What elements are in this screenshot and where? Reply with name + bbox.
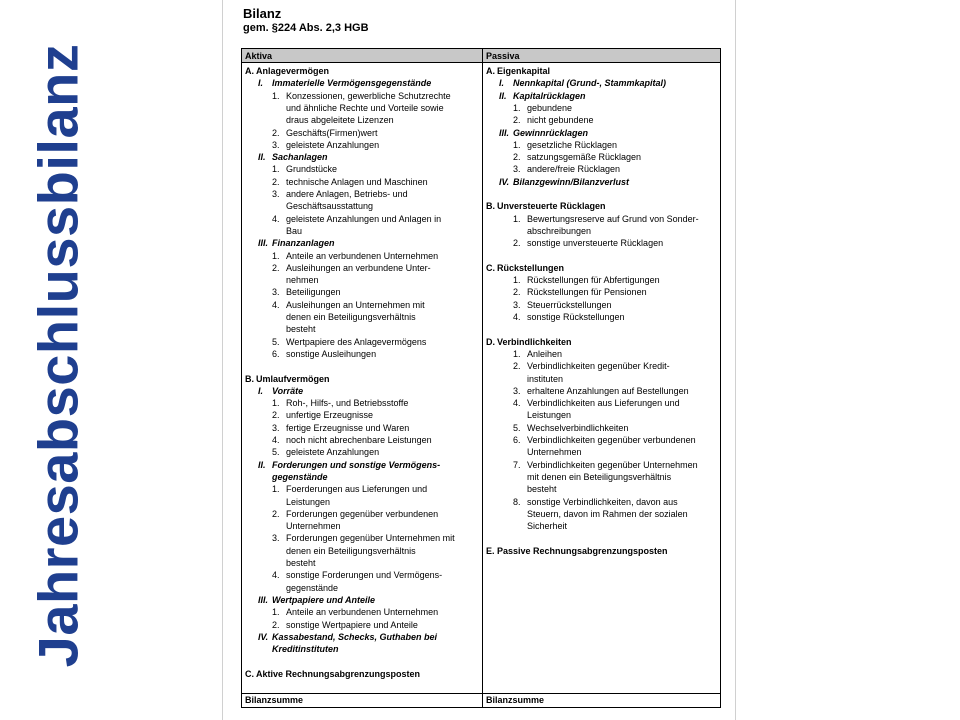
line-text: Konzessionen, gewerbliche Schutzrechte bbox=[286, 90, 451, 101]
line-text: Geschäfts(Firmen)wert bbox=[286, 127, 378, 138]
line-text: Anteile an verbundenen Unternehmen bbox=[286, 250, 439, 261]
line-text: unfertige Erzeugnisse bbox=[286, 410, 374, 421]
line-text: sonstige Ausleihungen bbox=[286, 348, 377, 359]
line-text: Ausleihungen an Unternehmen mit bbox=[286, 299, 425, 310]
line-marker: 1. bbox=[272, 607, 280, 618]
line-marker: 2. bbox=[272, 508, 280, 519]
aktiva-header: Aktiva bbox=[242, 49, 482, 63]
passiva-header: Passiva bbox=[483, 49, 720, 63]
line-text: andere/freie Rücklagen bbox=[527, 164, 621, 175]
line-marker: 3. bbox=[272, 422, 280, 433]
line-text: und ähnliche Rechte und Vorteile sowie bbox=[286, 102, 444, 113]
line-marker: II. bbox=[499, 90, 507, 101]
line-text: Sachanlagen bbox=[272, 152, 328, 163]
balance-table bbox=[241, 48, 721, 708]
document-subtitle: gem. §224 Abs. 2,3 HGB bbox=[243, 22, 369, 34]
line-marker: 5. bbox=[272, 447, 280, 458]
document-title: Bilanz bbox=[243, 6, 282, 21]
line-text: sonstige Wertpapiere und Anteile bbox=[286, 619, 418, 630]
line-text: Bewertungsreserve auf Grund von Sonder- bbox=[527, 213, 699, 224]
line-text: Forderungen und sonstige Vermögens- bbox=[272, 459, 441, 470]
line-marker: 5. bbox=[272, 336, 280, 347]
line-text: denen ein Beteiligungsverhältnis bbox=[286, 545, 416, 556]
line-text: Umlaufvermögen bbox=[256, 373, 330, 384]
line-text: Steuerrückstellungen bbox=[527, 299, 612, 310]
line-text: Wertpapiere und Anteile bbox=[272, 594, 376, 605]
line-text: nicht gebundene bbox=[527, 115, 594, 126]
line-text: Anleihen bbox=[527, 348, 563, 359]
line-text: Wertpapiere des Anlagevermögens bbox=[286, 336, 427, 347]
line-text: Geschäftsausstattung bbox=[286, 201, 374, 212]
balance-sheet-document bbox=[222, 0, 736, 720]
line-marker: 3. bbox=[513, 164, 521, 175]
line-marker: A. bbox=[245, 66, 254, 76]
line-text: besteht bbox=[286, 558, 316, 568]
line-marker: D. bbox=[486, 336, 495, 347]
line-text: gegenstände bbox=[286, 582, 339, 593]
line-text: Bilanzgewinn/Bilanzverlust bbox=[513, 176, 630, 187]
line-text: instituten bbox=[527, 373, 564, 384]
line-text: Unternehmen bbox=[286, 521, 341, 532]
line-marker: 2. bbox=[513, 115, 521, 126]
line-marker: 2. bbox=[513, 287, 521, 298]
passiva-column bbox=[483, 49, 720, 707]
line-marker: 1. bbox=[272, 90, 280, 101]
line-text: Rückstellungen für Abfertigungen bbox=[527, 275, 660, 286]
line-text: Verbindlichkeiten gegenüber Unternehmen bbox=[527, 459, 698, 470]
line-marker: C. bbox=[486, 262, 495, 273]
line-text: nehmen bbox=[286, 275, 319, 286]
line-marker: 1. bbox=[513, 213, 521, 224]
line-text: Forderungen gegenüber Unternehmen mit bbox=[286, 533, 455, 544]
line-text: gebundene bbox=[527, 102, 573, 113]
line-marker: 4. bbox=[513, 312, 521, 322]
line-marker: 2. bbox=[272, 127, 280, 138]
line-text: fertige Erzeugnisse und Waren bbox=[286, 422, 410, 433]
line-marker: 4. bbox=[272, 435, 280, 445]
line-marker: I. bbox=[258, 78, 264, 89]
line-marker: 1. bbox=[513, 348, 521, 359]
line-text: Sicherheit bbox=[527, 521, 568, 532]
line-marker: B. bbox=[245, 373, 254, 384]
line-marker: 3. bbox=[513, 385, 521, 396]
line-text: Foerderungen aus Lieferungen und bbox=[286, 484, 428, 495]
line-marker: III. bbox=[499, 127, 510, 138]
line-marker: 2. bbox=[513, 361, 521, 372]
line-text: Finanzanlagen bbox=[272, 238, 335, 249]
line-marker: 7. bbox=[513, 459, 521, 470]
line-marker: 4. bbox=[272, 299, 280, 310]
line-text: sonstige unversteuerte Rücklagen bbox=[527, 238, 664, 249]
line-text: geleistete Anzahlungen bbox=[286, 139, 380, 150]
line-text: gegenstände bbox=[272, 471, 328, 482]
line-text: Verbindlichkeiten gegenüber verbundenen bbox=[527, 435, 696, 445]
line-text: Steuern, davon im Rahmen der sozialen bbox=[527, 508, 688, 519]
line-marker: 1. bbox=[272, 484, 280, 495]
line-marker: 3. bbox=[272, 139, 280, 150]
line-marker: 4. bbox=[272, 213, 280, 224]
line-marker: 3. bbox=[272, 287, 280, 298]
line-text: Unternehmen bbox=[527, 447, 582, 458]
passiva-total-label: Bilanzsumme bbox=[483, 693, 720, 707]
line-text: Forderungen gegenüber verbundenen bbox=[286, 508, 439, 519]
line-marker: II. bbox=[258, 152, 266, 163]
line-marker: 4. bbox=[272, 570, 280, 581]
line-text: Roh-, Hilfs-, und Betriebsstoffe bbox=[286, 398, 409, 409]
line-text: Passive Rechnungsabgrenzungsposten bbox=[497, 545, 668, 556]
line-text: Gewinnrücklagen bbox=[513, 127, 589, 138]
line-text: noch nicht abrechenbare Leistungen bbox=[286, 435, 432, 445]
line-marker: B. bbox=[486, 201, 495, 212]
line-text: Beteiligungen bbox=[286, 287, 341, 298]
line-text: abschreibungen bbox=[527, 225, 592, 236]
line-marker: 1. bbox=[272, 398, 280, 409]
line-marker: 2. bbox=[272, 262, 280, 273]
line-marker: 1. bbox=[272, 250, 280, 261]
side-title-text: Jahresabschlussbilanz bbox=[26, 43, 90, 667]
line-text: gesetzliche Rücklagen bbox=[527, 139, 618, 150]
line-text: Rückstellungen für Pensionen bbox=[527, 287, 647, 298]
line-text: geleistete Anzahlungen und Anlagen in bbox=[286, 213, 442, 224]
line-text: sonstige Verbindlichkeiten, davon aus bbox=[527, 496, 678, 507]
line-marker: 8. bbox=[513, 496, 521, 507]
line-text: Kreditinstituten bbox=[272, 644, 339, 655]
line-marker: 6. bbox=[272, 348, 280, 359]
line-text: geleistete Anzahlungen bbox=[286, 447, 380, 458]
line-text: erhaltene Anzahlungen auf Bestellungen bbox=[527, 385, 689, 396]
line-marker: II. bbox=[258, 459, 266, 470]
line-text: Eigenkapital bbox=[497, 66, 551, 76]
line-marker: 6. bbox=[513, 435, 521, 445]
line-text: Kassabestand, Schecks, Guthaben bei bbox=[272, 631, 438, 642]
line-marker: C. bbox=[245, 668, 254, 679]
line-text: Wechselverbindlichkeiten bbox=[527, 422, 629, 433]
line-marker: III. bbox=[258, 238, 269, 249]
line-text: Verbindlichkeiten gegenüber Kredit- bbox=[527, 361, 670, 372]
line-text: Immaterielle Vermögensgegenstände bbox=[272, 78, 432, 89]
line-text: sonstige Rückstellungen bbox=[527, 312, 625, 322]
line-text: Verbindlichkeiten bbox=[497, 336, 572, 347]
line-marker: I. bbox=[499, 78, 505, 89]
line-text: Rückstellungen bbox=[497, 262, 565, 273]
line-marker: 2. bbox=[272, 176, 280, 187]
line-text: mit denen ein Beteiligungsverhältnis bbox=[527, 471, 672, 482]
line-text: Bau bbox=[286, 225, 303, 236]
line-text: sonstige Forderungen und Vermögens- bbox=[286, 570, 443, 581]
line-marker: A. bbox=[486, 66, 495, 76]
line-marker: 5. bbox=[513, 422, 521, 433]
line-text: Unversteuerte Rücklagen bbox=[497, 201, 606, 212]
line-marker: IV. bbox=[499, 176, 510, 187]
line-text: technische Anlagen und Maschinen bbox=[286, 176, 428, 187]
line-marker: III. bbox=[258, 594, 269, 605]
line-text: Ausleihungen an verbundene Unter- bbox=[286, 262, 431, 273]
line-marker: 2. bbox=[272, 619, 280, 630]
line-marker: 2. bbox=[513, 152, 521, 163]
line-text: Anteile an verbundenen Unternehmen bbox=[286, 607, 439, 618]
line-text: Aktive Rechnungsabgrenzungsposten bbox=[256, 668, 421, 679]
line-marker: 3. bbox=[272, 533, 280, 544]
line-text: denen ein Beteiligungsverhältnis bbox=[286, 312, 416, 322]
line-text: Anlagevermögen bbox=[256, 66, 330, 76]
line-marker: 1. bbox=[513, 102, 521, 113]
aktiva-column bbox=[242, 49, 483, 707]
line-marker: 1. bbox=[513, 139, 521, 150]
line-marker: 1. bbox=[513, 275, 521, 286]
line-text: besteht bbox=[286, 324, 316, 335]
line-text: Kapitalrücklagen bbox=[513, 90, 586, 101]
side-title bbox=[8, 20, 108, 690]
aktiva-total-label: Bilanzsumme bbox=[242, 693, 482, 707]
line-marker: 2. bbox=[272, 410, 280, 421]
line-marker: IV. bbox=[258, 631, 269, 642]
line-text: Leistungen bbox=[527, 410, 572, 421]
line-text: Leistungen bbox=[286, 496, 331, 507]
line-marker: 4. bbox=[513, 398, 521, 409]
line-text: satzungsgemäße Rücklagen bbox=[527, 152, 642, 163]
line-marker: 3. bbox=[272, 189, 280, 199]
line-marker: 1. bbox=[272, 164, 280, 175]
line-marker: 3. bbox=[513, 299, 521, 310]
line-text: Nennkapital (Grund-, Stammkapital) bbox=[513, 78, 667, 89]
line-marker: 2. bbox=[513, 238, 521, 249]
line-text: Vorräte bbox=[272, 385, 304, 396]
line-text: andere Anlagen, Betriebs- und bbox=[286, 189, 408, 199]
line-text: Grundstücke bbox=[286, 164, 338, 175]
line-text: besteht bbox=[527, 484, 557, 495]
line-marker: I. bbox=[258, 385, 264, 396]
line-text: draus abgeleitete Lizenzen bbox=[286, 115, 394, 126]
line-marker: E. bbox=[486, 545, 495, 556]
line-text: Verbindlichkeiten aus Lieferungen und bbox=[527, 398, 680, 409]
